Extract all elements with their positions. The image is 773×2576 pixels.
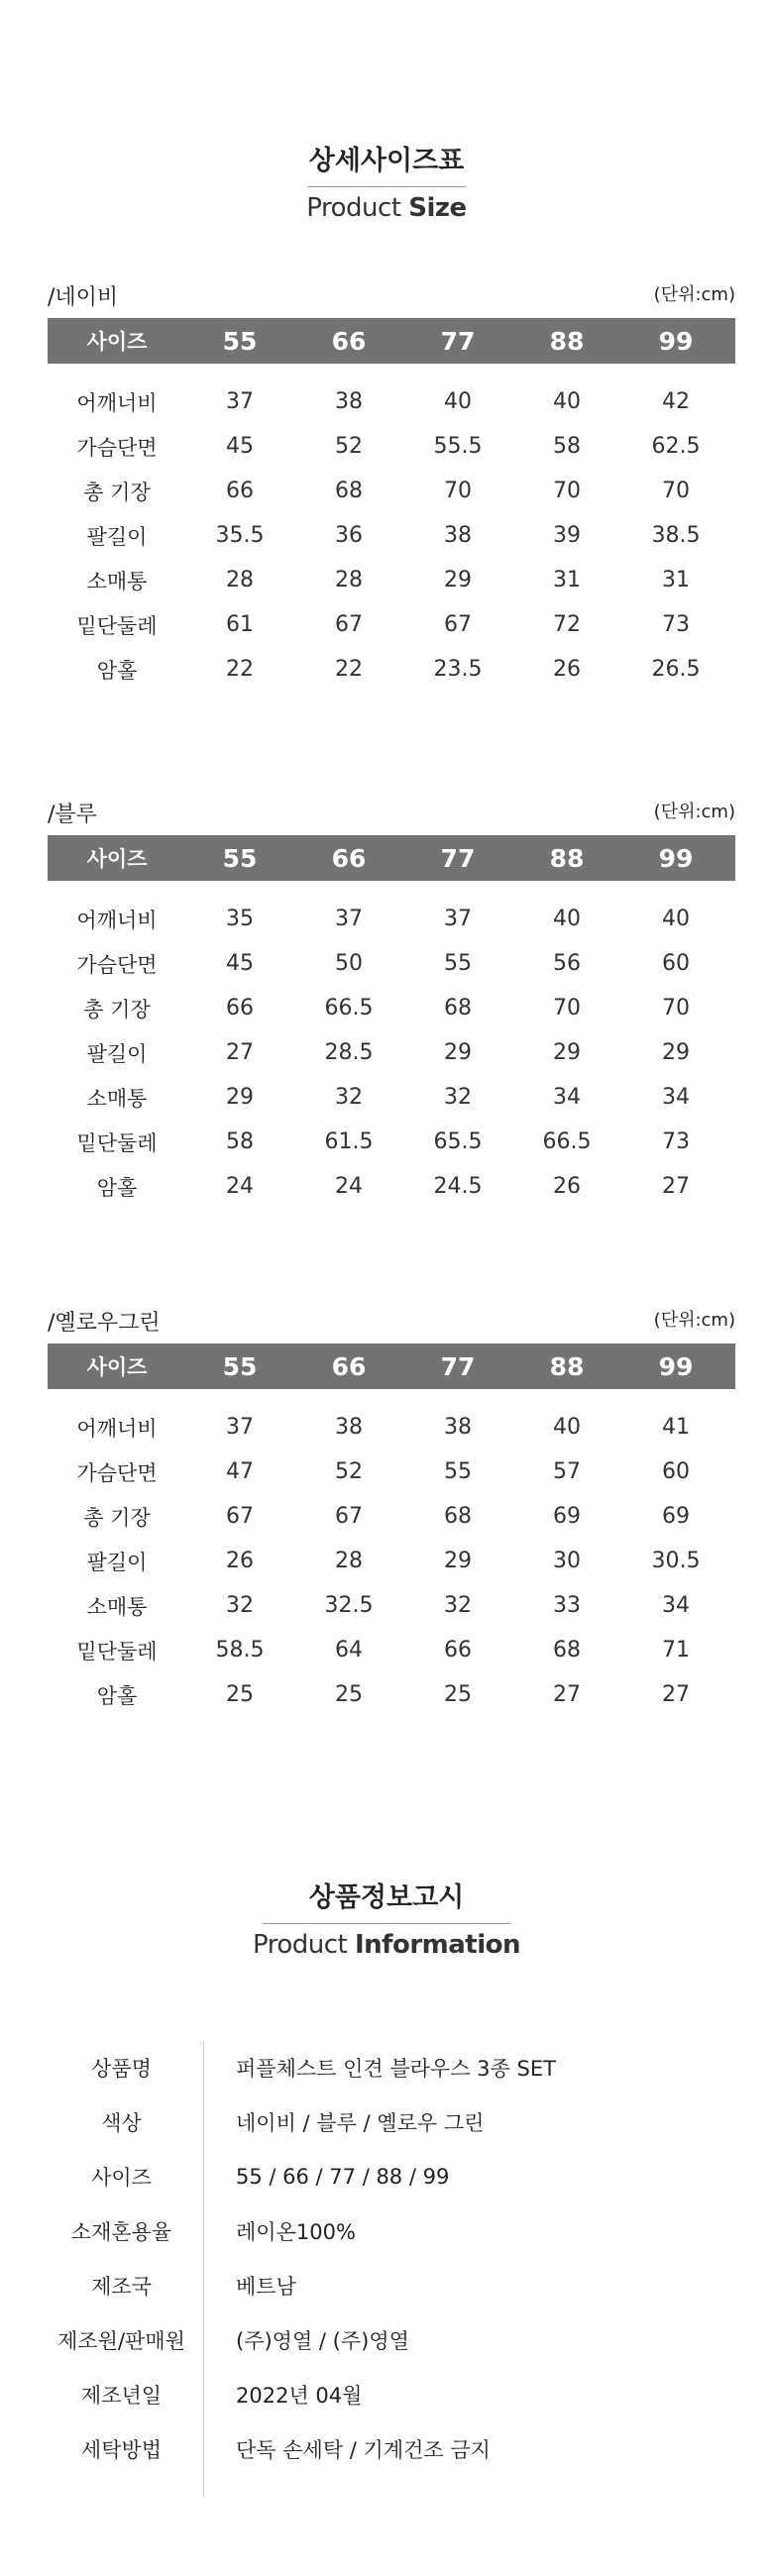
measurement-value: 26: [226, 1549, 254, 1573]
measurement-value: 32: [444, 1085, 472, 1110]
measurement-value: 36: [335, 523, 363, 548]
measurement-value: 70: [662, 996, 690, 1020]
info-row: [40, 2422, 733, 2476]
info-row: [40, 2259, 733, 2312]
measurement-value: 56: [553, 951, 581, 976]
measurement-value: 27: [226, 1040, 254, 1065]
table-row: [48, 647, 735, 692]
table-row: [48, 986, 735, 1030]
measurement-value: 66.5: [542, 1129, 592, 1154]
measurement-value: 34: [553, 1085, 581, 1110]
size-header-row: [48, 1343, 735, 1389]
info-row: [40, 2204, 733, 2258]
table-row: [48, 602, 735, 647]
measurement-value: 45: [226, 434, 254, 459]
measurement-label: 암홀: [96, 658, 138, 683]
measurement-value: 27: [662, 1174, 690, 1199]
info-value: 55 / 66 / 77 / 88 / 99: [236, 2165, 450, 2189]
measurement-value: 55: [444, 1459, 472, 1484]
measurement-value: 68: [444, 1504, 472, 1529]
measurement-value: 31: [662, 568, 690, 592]
measurement-label: 밑단둘레: [76, 1639, 158, 1664]
header-size-cell: 55: [222, 326, 258, 356]
header-size-cell: 66: [331, 1351, 367, 1381]
measurement-value: 66: [444, 1638, 472, 1663]
measurement-label: 암홀: [96, 1175, 138, 1200]
size-heading-subtitle-light: Product: [306, 193, 401, 223]
measurement-value: 65.5: [433, 1129, 483, 1154]
table-row: [48, 1672, 735, 1717]
measurement-label: 암홀: [96, 1683, 138, 1708]
header-label-cell: 사이즈: [86, 330, 148, 354]
info-row: [40, 2313, 733, 2367]
measurement-value: 27: [553, 1682, 581, 1707]
measurement-value: 32.5: [324, 1593, 374, 1618]
measurement-value: 40: [553, 1415, 581, 1440]
measurement-value: 66.5: [324, 996, 374, 1020]
size-heading-subtitle-bold: Size: [408, 193, 467, 223]
measurement-value: 47: [226, 1459, 254, 1484]
measurement-value: 70: [553, 479, 581, 503]
measurement-value: 70: [553, 996, 581, 1020]
measurement-label: 어깨너비: [76, 390, 158, 415]
measurement-value: 24: [335, 1174, 363, 1199]
measurement-value: 70: [444, 479, 472, 503]
measurement-value: 60: [662, 951, 690, 976]
info-heading: [0, 1876, 773, 1960]
info-value: 퍼플체스트 인견 블라우스 3종 SET: [236, 2057, 556, 2081]
table-row: [48, 1583, 735, 1628]
measurement-label: 총 기장: [83, 480, 151, 504]
header-size-cell: 77: [440, 843, 476, 873]
measurement-label: 소매통: [86, 569, 148, 593]
measurement-value: 38.5: [651, 523, 701, 548]
measurement-value: 28: [226, 568, 254, 592]
measurement-label: 어깨너비: [76, 908, 158, 932]
header-size-cell: 88: [549, 1351, 585, 1381]
measurement-value: 69: [553, 1504, 581, 1529]
header-label-cell: 사이즈: [86, 847, 148, 871]
header-label-cell: 사이즈: [86, 1355, 148, 1379]
measurement-value: 29: [444, 1040, 472, 1065]
measurement-value: 58: [553, 434, 581, 459]
info-value: 레이온100%: [236, 2220, 356, 2244]
measurement-value: 37: [335, 907, 363, 931]
measurement-value: 38: [444, 1415, 472, 1440]
measurement-value: 50: [335, 951, 363, 976]
size-heading: [0, 139, 773, 223]
measurement-value: 71: [662, 1638, 690, 1663]
header-size-cell: 88: [549, 326, 585, 356]
info-heading-rule: [263, 1923, 510, 1924]
info-row: [40, 2095, 733, 2149]
size-heading-title: 상세사이즈표: [308, 146, 465, 176]
measurement-value: 57: [553, 1459, 581, 1484]
measurement-value: 38: [335, 389, 363, 414]
info-row: [40, 2368, 733, 2421]
measurement-value: 24.5: [433, 1174, 483, 1199]
header-size-cell: 88: [549, 843, 585, 873]
measurement-label: 팔길이: [86, 1550, 148, 1574]
measurement-value: 67: [335, 612, 363, 637]
color-name: /네이비: [48, 285, 119, 310]
measurement-value: 66: [226, 479, 254, 503]
measurement-value: 58: [226, 1129, 254, 1154]
table-row: [48, 379, 735, 424]
info-heading-subtitle: [0, 1930, 773, 1960]
measurement-value: 68: [335, 479, 363, 503]
measurement-label: 가슴단면: [76, 1460, 158, 1485]
size-header-row: [48, 835, 735, 881]
unit-label: (단위:cm): [653, 284, 735, 305]
table-row: [48, 941, 735, 986]
info-label: 제조원/판매원: [57, 2329, 185, 2353]
measurement-value: 29: [226, 1085, 254, 1110]
info-heading-subtitle-bold: Information: [354, 1930, 520, 1960]
color-name: /블루: [48, 803, 97, 827]
measurement-value: 64: [335, 1638, 363, 1663]
table-row: [48, 1449, 735, 1494]
header-size-cell: 66: [331, 326, 367, 356]
measurement-label: 가슴단면: [76, 952, 158, 977]
measurement-value: 67: [444, 612, 472, 637]
table-row: [48, 1075, 735, 1120]
info-label: 제조년일: [80, 2384, 163, 2408]
measurement-value: 37: [226, 1415, 254, 1440]
info-row: [40, 2150, 733, 2203]
measurement-label: 팔길이: [86, 524, 148, 549]
measurement-value: 61: [226, 612, 254, 637]
measurement-value: 27: [662, 1682, 690, 1707]
info-label: 세탁방법: [80, 2438, 163, 2462]
measurement-value: 32: [444, 1593, 472, 1618]
measurement-value: 73: [662, 1129, 690, 1154]
size-table-section: [48, 798, 735, 1209]
measurement-value: 45: [226, 951, 254, 976]
measurement-value: 37: [226, 389, 254, 414]
info-value: 단독 손세탁 / 기계건조 금지: [236, 2438, 491, 2462]
info-heading-title: 상품정보고시: [308, 1882, 465, 1913]
info-value: 네이비 / 블루 / 옐로우 그린: [236, 2111, 485, 2135]
measurement-value: 26: [553, 1174, 581, 1199]
measurement-value: 67: [226, 1504, 254, 1529]
measurement-value: 68: [553, 1638, 581, 1663]
info-label: 사이즈: [91, 2166, 152, 2190]
measurement-value: 35.5: [215, 523, 265, 548]
measurement-value: 29: [444, 568, 472, 592]
measurement-value: 39: [553, 523, 581, 548]
header-size-cell: 99: [658, 843, 694, 873]
measurement-value: 41: [662, 1415, 690, 1440]
color-name: /옐로우그린: [48, 1311, 161, 1336]
measurement-value: 28: [335, 1549, 363, 1573]
measurement-value: 26: [553, 657, 581, 682]
measurement-value: 55.5: [433, 434, 483, 459]
info-value: 베트남: [236, 2275, 296, 2299]
measurement-label: 가슴단면: [76, 435, 158, 460]
measurement-value: 58.5: [215, 1638, 265, 1663]
measurement-value: 22: [226, 657, 254, 682]
measurement-value: 38: [335, 1415, 363, 1440]
info-heading-subtitle-light: Product: [252, 1930, 348, 1960]
measurement-value: 61.5: [324, 1129, 374, 1154]
measurement-value: 62.5: [651, 434, 701, 459]
measurement-value: 30.5: [651, 1549, 701, 1573]
measurement-value: 70: [662, 479, 690, 503]
table-row: [48, 1494, 735, 1539]
table-row: [48, 1120, 735, 1164]
info-label: 제조국: [91, 2275, 152, 2299]
measurement-value: 32: [335, 1085, 363, 1110]
measurement-value: 29: [553, 1040, 581, 1065]
measurement-value: 52: [335, 434, 363, 459]
measurement-value: 38: [444, 523, 472, 548]
header-size-cell: 55: [222, 843, 258, 873]
measurement-value: 29: [662, 1040, 690, 1065]
measurement-value: 66: [226, 996, 254, 1020]
measurement-label: 소매통: [86, 1594, 148, 1619]
info-label: 소재혼용율: [70, 2220, 172, 2244]
measurement-value: 68: [444, 996, 472, 1020]
table-row: [48, 1405, 735, 1449]
measurement-value: 30: [553, 1549, 581, 1573]
unit-label: (단위:cm): [653, 802, 735, 822]
measurement-value: 28.5: [324, 1040, 374, 1065]
info-label: 상품명: [91, 2057, 152, 2081]
measurement-value: 24: [226, 1174, 254, 1199]
unit-label: (단위:cm): [653, 1310, 735, 1331]
measurement-value: 40: [662, 907, 690, 931]
measurement-label: 소매통: [86, 1086, 148, 1111]
size-header-row: [48, 318, 735, 364]
table-row: [48, 513, 735, 558]
measurement-value: 22: [335, 657, 363, 682]
header-size-cell: 77: [440, 1351, 476, 1381]
header-size-cell: 99: [658, 326, 694, 356]
measurement-label: 어깨너비: [76, 1416, 158, 1441]
measurement-value: 42: [662, 389, 690, 414]
measurement-value: 60: [662, 1459, 690, 1484]
measurement-label: 팔길이: [86, 1041, 148, 1066]
size-heading-subtitle: [0, 193, 773, 223]
table-row: [48, 469, 735, 513]
measurement-value: 52: [335, 1459, 363, 1484]
measurement-value: 26.5: [651, 657, 701, 682]
measurement-value: 28: [335, 568, 363, 592]
measurement-label: 총 기장: [83, 997, 151, 1021]
measurement-value: 31: [553, 568, 581, 592]
info-value: 2022년 04월: [236, 2384, 363, 2408]
table-row: [48, 897, 735, 941]
measurement-value: 25: [335, 1682, 363, 1707]
measurement-label: 총 기장: [83, 1505, 151, 1530]
measurement-value: 40: [553, 907, 581, 931]
header-size-cell: 55: [222, 1351, 258, 1381]
table-row: [48, 1030, 735, 1075]
measurement-label: 밑단둘레: [76, 613, 158, 638]
measurement-value: 40: [553, 389, 581, 414]
measurement-value: 72: [553, 612, 581, 637]
measurement-value: 67: [335, 1504, 363, 1529]
table-row: [48, 424, 735, 469]
measurement-value: 40: [444, 389, 472, 414]
measurement-value: 33: [553, 1593, 581, 1618]
measurement-value: 29: [444, 1549, 472, 1573]
size-table-section: [48, 1306, 735, 1717]
header-size-cell: 99: [658, 1351, 694, 1381]
header-size-cell: 77: [440, 326, 476, 356]
size-heading-rule: [307, 186, 466, 187]
table-row: [48, 1628, 735, 1672]
measurement-value: 69: [662, 1504, 690, 1529]
table-row: [48, 1164, 735, 1209]
measurement-value: 34: [662, 1593, 690, 1618]
table-row: [48, 558, 735, 602]
table-row: [48, 1539, 735, 1583]
measurement-value: 32: [226, 1593, 254, 1618]
measurement-value: 73: [662, 612, 690, 637]
measurement-value: 37: [444, 907, 472, 931]
header-size-cell: 66: [331, 843, 367, 873]
measurement-value: 23.5: [433, 657, 483, 682]
info-value: (주)영열 / (주)영열: [236, 2329, 409, 2353]
measurement-value: 34: [662, 1085, 690, 1110]
measurement-label: 밑단둘레: [76, 1130, 158, 1155]
info-label: 색상: [101, 2111, 142, 2135]
measurement-value: 35: [226, 907, 254, 931]
info-row: [40, 2041, 733, 2094]
measurement-value: 25: [226, 1682, 254, 1707]
measurement-value: 55: [444, 951, 472, 976]
measurement-value: 25: [444, 1682, 472, 1707]
size-table-section: [48, 280, 735, 692]
